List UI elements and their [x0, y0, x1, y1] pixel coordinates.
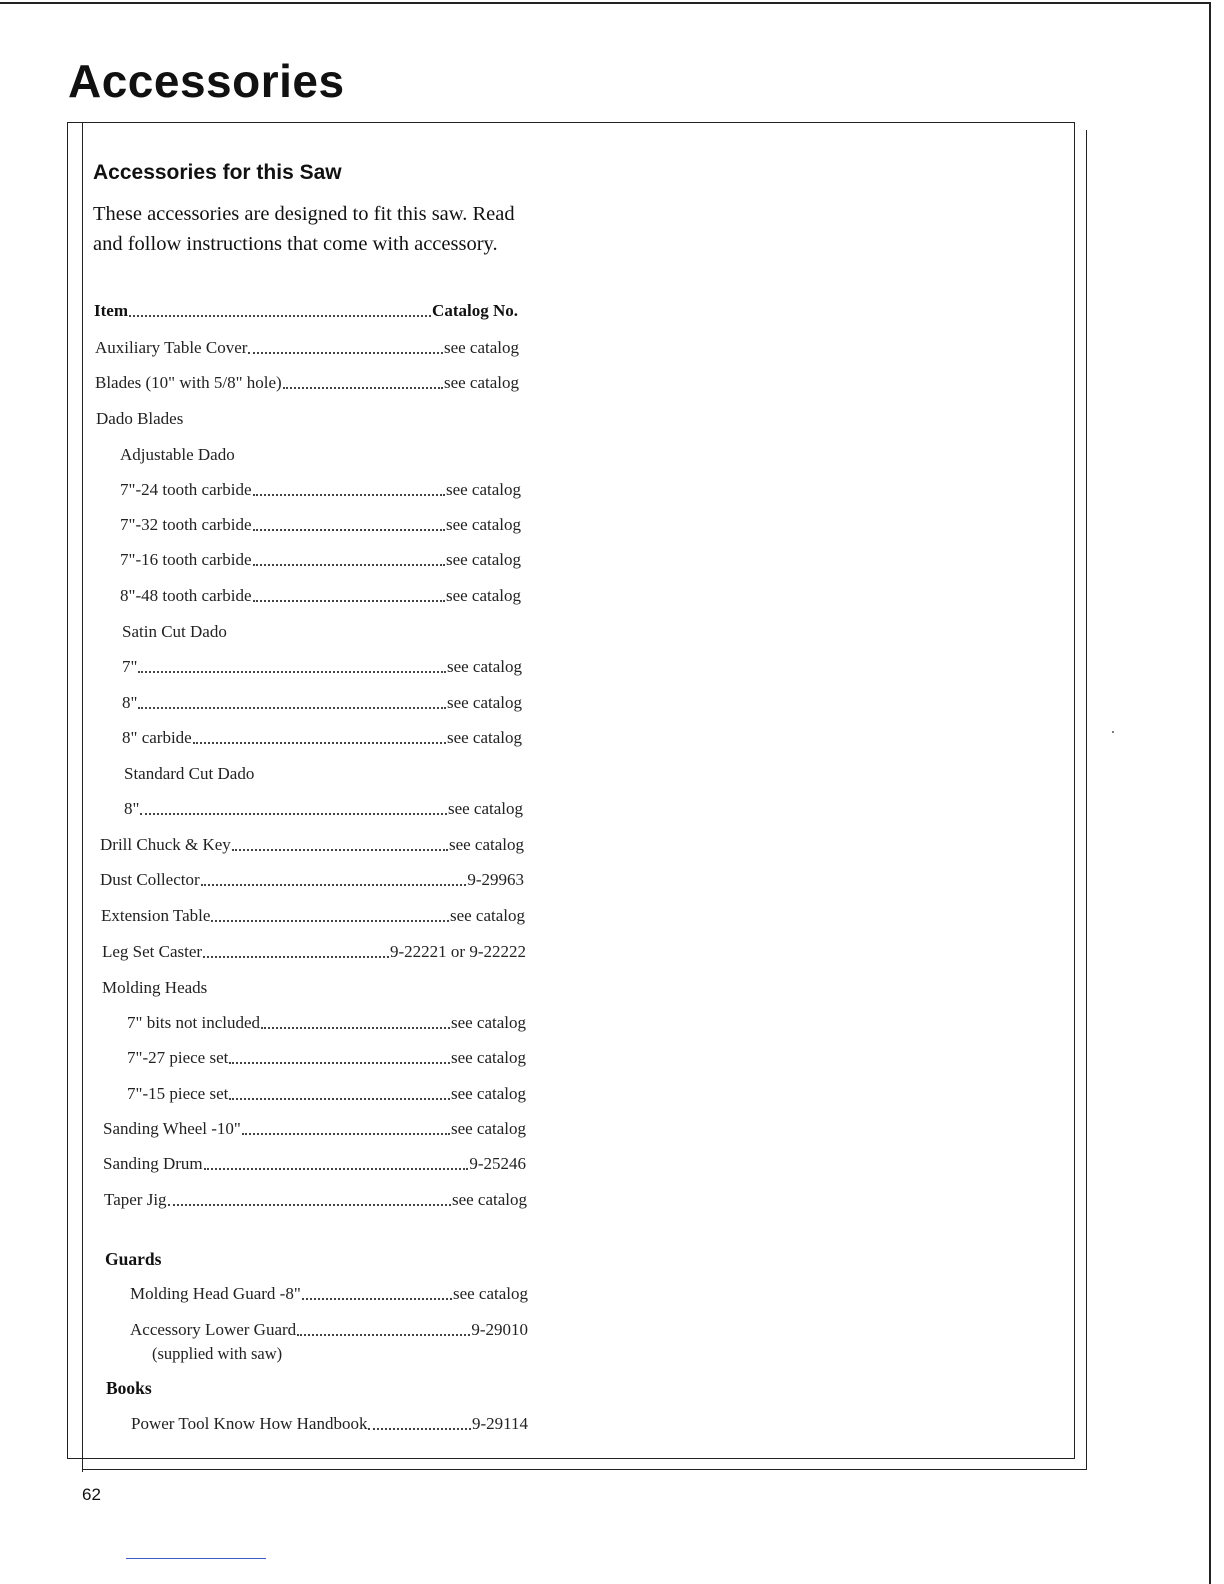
item-name: 7"-27 piece set — [127, 1048, 229, 1067]
list-item — [127, 1084, 526, 1104]
leader-dots — [129, 315, 431, 317]
leader-dots — [193, 742, 446, 744]
subcategory-label: Standard Cut Dado — [124, 764, 255, 783]
item-note: (supplied with saw) — [152, 1344, 283, 1363]
list-item — [120, 550, 521, 570]
item-name: 7"-16 tooth carbide — [120, 550, 252, 569]
item-name: Leg Set Caster — [102, 942, 203, 961]
right-border — [1209, 2, 1211, 1584]
catalog-number: see catalog — [446, 657, 522, 676]
leader-dots — [204, 1168, 469, 1170]
item-name: 8" — [124, 799, 140, 818]
item-name: 7" — [122, 657, 138, 676]
guards-heading: Guards — [105, 1249, 162, 1269]
list-item — [101, 906, 525, 926]
catalog-number: see catalog — [450, 1084, 526, 1103]
category-label: Molding Heads — [102, 978, 208, 997]
catalog-number: 9-29963 — [467, 870, 524, 889]
catalog-number: see catalog — [445, 550, 521, 569]
catalog-number: see catalog — [445, 586, 521, 605]
item-name: Blades (10" with 5/8" hole) — [95, 373, 282, 392]
list-item — [100, 835, 524, 855]
leader-dots — [232, 849, 448, 851]
leader-dots — [302, 1298, 452, 1300]
list-item — [103, 1119, 526, 1139]
leader-dots — [297, 1334, 470, 1336]
leader-dots — [261, 1027, 450, 1029]
leader-dots — [368, 1428, 470, 1430]
catalog-number: see catalog — [443, 373, 519, 392]
subcategory-label: Adjustable Dado — [120, 445, 235, 464]
catalog-number: 9-25246 — [469, 1154, 526, 1173]
subcategory-label: Satin Cut Dado — [122, 622, 227, 641]
leader-dots — [203, 956, 389, 958]
box-shadow-left — [82, 122, 83, 1472]
section-title: Accessories for this Saw — [93, 161, 342, 184]
accessories-box — [67, 122, 1075, 1459]
list-item — [124, 799, 523, 819]
item-name: 7"-15 piece set — [127, 1084, 229, 1103]
catalog-number: see catalog — [450, 1013, 526, 1032]
header-catalog: Catalog No. — [432, 301, 518, 320]
list-item — [95, 373, 519, 393]
item-name: 8" carbide — [122, 728, 192, 747]
item-name: Drill Chuck & Key — [100, 835, 231, 854]
scan-speck — [1112, 731, 1114, 733]
list-item — [122, 728, 522, 748]
leader-dots — [168, 1204, 451, 1206]
catalog-number: see catalog — [449, 906, 525, 925]
leader-dots — [283, 387, 443, 389]
list-item — [102, 942, 526, 962]
item-name: Sanding Wheel -10" — [103, 1119, 241, 1138]
box-shadow-right — [1086, 130, 1087, 1470]
page-number: 62 — [82, 1485, 101, 1504]
books-heading: Books — [106, 1378, 152, 1398]
item-name: Molding Head Guard -8" — [130, 1284, 301, 1303]
item-name: Auxiliary Table Cover — [95, 338, 248, 357]
catalog-number: see catalog — [443, 338, 519, 357]
catalog-number: see catalog — [451, 1190, 527, 1209]
item-name: Accessory Lower Guard — [130, 1320, 297, 1339]
catalog-number: see catalog — [450, 1048, 526, 1067]
leader-dots — [253, 564, 445, 566]
list-item — [120, 515, 521, 535]
box-shadow-bottom — [82, 1469, 1087, 1470]
bottom-rule — [126, 1558, 266, 1559]
list-item — [120, 586, 521, 606]
list-item — [131, 1414, 528, 1434]
leader-dots — [242, 1133, 450, 1135]
page-title: Accessories — [68, 55, 345, 107]
item-name: Sanding Drum — [103, 1154, 203, 1173]
list-item — [130, 1284, 528, 1304]
item-name: Extension Table — [101, 906, 211, 925]
leader-dots — [248, 352, 443, 354]
catalog-number: see catalog — [450, 1119, 526, 1138]
item-name: 8" — [122, 693, 138, 712]
catalog-number: see catalog — [447, 799, 523, 818]
item-name: Dust Collector — [100, 870, 200, 889]
catalog-number: 9-29114 — [471, 1414, 528, 1433]
catalog-number: see catalog — [448, 835, 524, 854]
header-item: Item — [94, 301, 128, 320]
catalog-number: see catalog — [445, 515, 521, 534]
catalog-number: see catalog — [446, 728, 522, 747]
leader-dots — [201, 884, 467, 886]
item-name: Taper Jig — [104, 1190, 167, 1209]
list-item — [127, 1013, 526, 1033]
item-name: 8"-48 tooth carbide — [120, 586, 252, 605]
list-item — [127, 1048, 526, 1068]
table-header — [94, 301, 518, 321]
list-item — [130, 1320, 528, 1340]
leader-dots — [138, 707, 446, 709]
item-name: 7" bits not included — [127, 1013, 261, 1032]
catalog-number: see catalog — [445, 480, 521, 499]
list-item — [100, 870, 524, 890]
list-item — [104, 1190, 527, 1210]
top-border — [0, 2, 1210, 4]
leader-dots — [253, 494, 445, 496]
leader-dots — [229, 1062, 450, 1064]
catalog-number: 9-29010 — [471, 1320, 528, 1339]
section-intro: These accessories are designed to fit this saw. Read and follow instructions that come with accessory. — [93, 203, 515, 255]
list-item — [122, 657, 522, 677]
leader-dots — [253, 600, 445, 602]
item-name: Power Tool Know How Handbook — [131, 1414, 368, 1433]
list-item — [122, 693, 522, 713]
category-label: Dado Blades — [96, 409, 184, 428]
catalog-number: see catalog — [446, 693, 522, 712]
list-item — [120, 480, 521, 500]
leader-dots — [229, 1098, 450, 1100]
leader-dots — [211, 920, 449, 922]
catalog-number: 9-22221 or 9-22222 — [390, 942, 526, 961]
leader-dots — [140, 813, 447, 815]
list-item — [103, 1154, 526, 1174]
leader-dots — [138, 671, 446, 673]
item-name: 7"-24 tooth carbide — [120, 480, 252, 499]
catalog-number: see catalog — [452, 1284, 528, 1303]
leader-dots — [253, 529, 445, 531]
list-item — [95, 338, 519, 358]
item-name: 7"-32 tooth carbide — [120, 515, 252, 534]
